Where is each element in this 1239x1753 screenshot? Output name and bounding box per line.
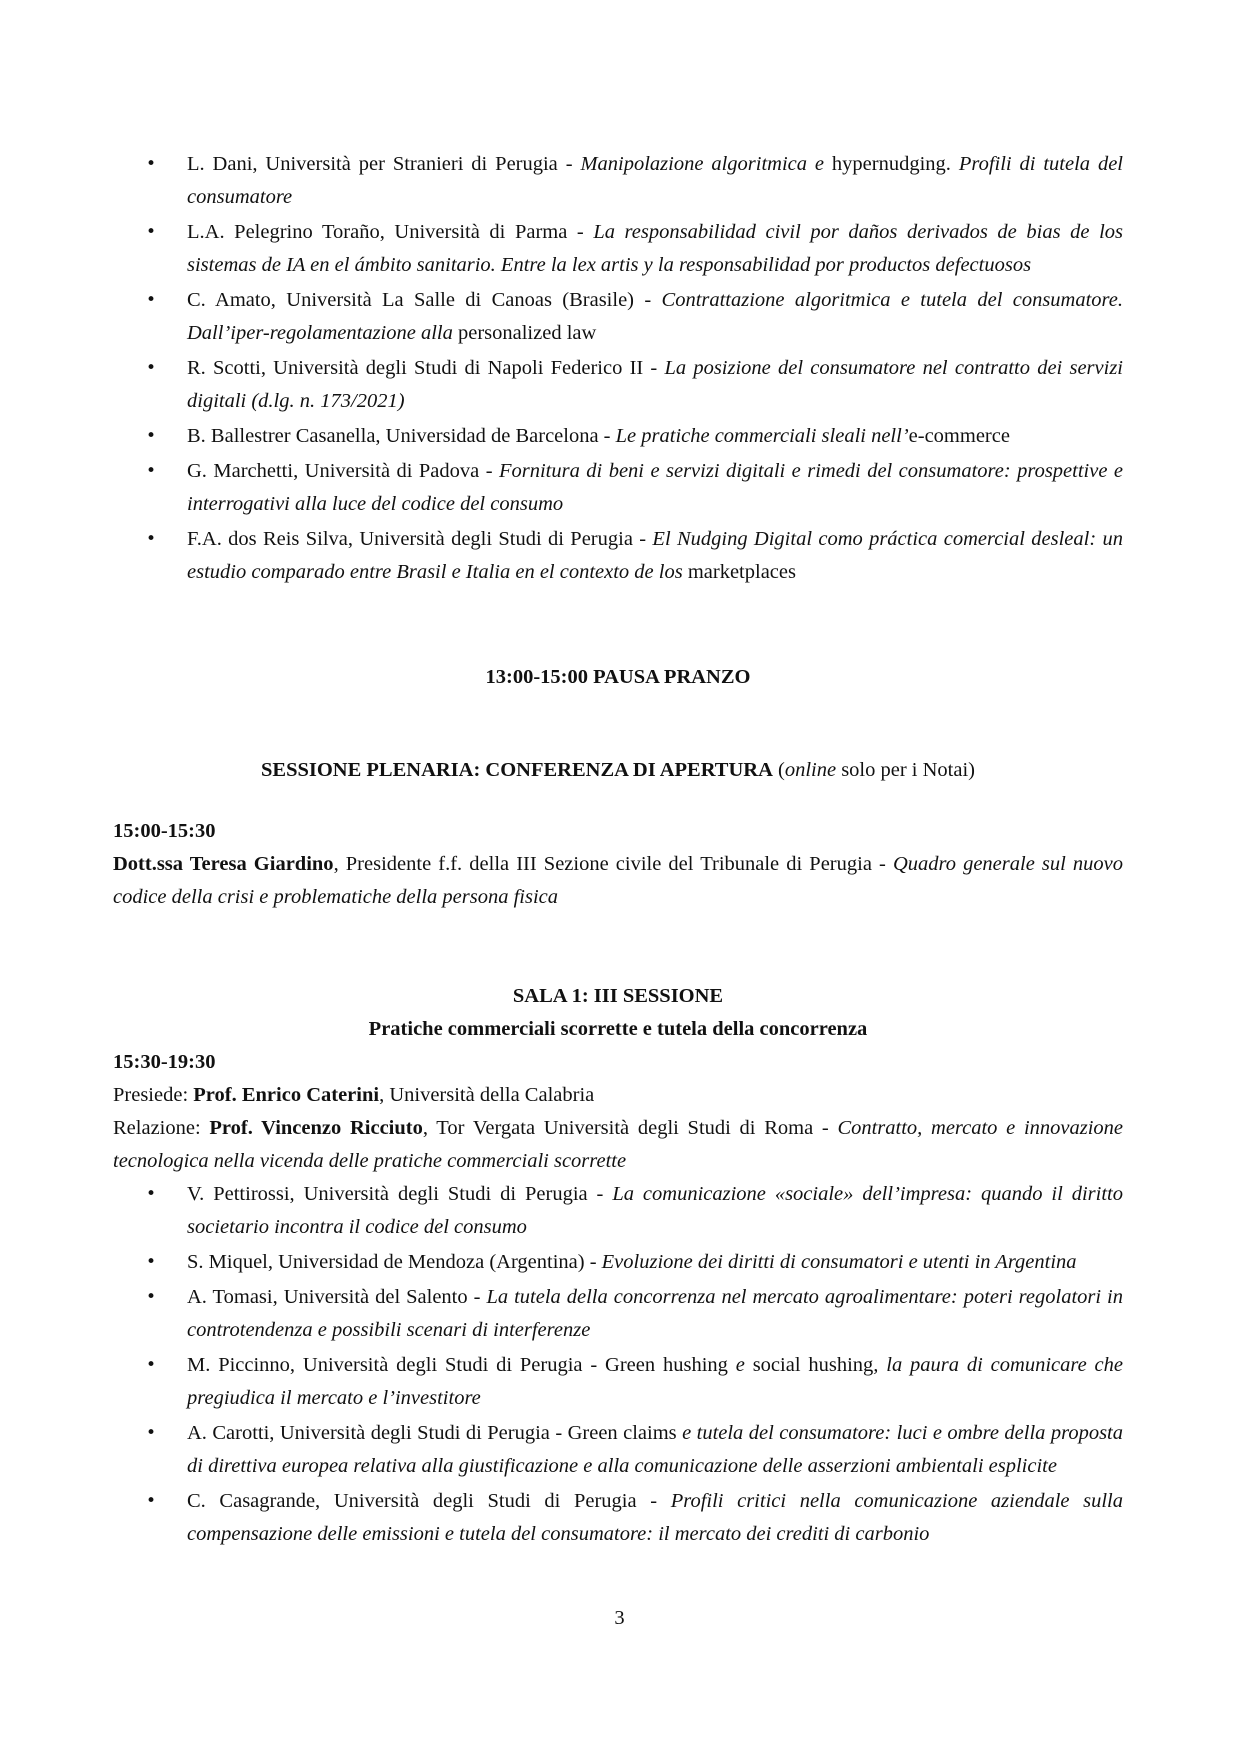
speaker-affiliation: L.A. Pelegrino Toraño, Università di Parma - [187, 221, 594, 243]
plenary-note-online: online [784, 759, 837, 781]
talk-title-part: Contrattazione algoritmica e tutela del consumatore. Dall’iper-regolamentazione alla [187, 289, 1123, 344]
talk-title-part: , la paura di comunicare che pregiudica il mercato e l’investitore [187, 1354, 1123, 1409]
speaker-affiliation: A. Carotti, Università degli Studi di Perugia - [187, 1422, 568, 1444]
list-item [113, 148, 1123, 214]
speaker-affiliation: C. Casagrande, Università degli Studi di Perugia - [187, 1490, 671, 1512]
talk-title-part: La responsabilidad civil por daños derivados de bias de los sistemas de IA en el ámbito sanitario. Entre la lex artis y la responsabilidad por productos defectuosos [187, 221, 1123, 276]
report-topic: Contratto, mercato e innovazione tecnologica nella vicenda delle pratiche commerciali scorrette [113, 1117, 1124, 1172]
opening-speaker: Dott.ssa Teresa Giardino [113, 853, 334, 875]
talk-title-part: La posizione del consumatore nel contratto dei servizi digitali (d.lg. n. 173/2021) [187, 357, 1123, 412]
speaker-affiliation: R. Scotti, Università degli Studi di Napoli Federico II - [187, 357, 665, 379]
page-content [113, 148, 1123, 1553]
plenary-note-rest: solo per i Notai) [836, 759, 975, 781]
speaker-affiliation: A. Tomasi, Università del Salento - [187, 1286, 487, 1308]
opening-role: , Presidente f.f. della III Sezione civile del Tribunale di Perugia - [333, 853, 893, 875]
list-item [113, 420, 1123, 453]
list-item [113, 284, 1123, 350]
speaker-affiliation: S. Miquel, Universidad de Mendoza (Argentina) - [187, 1251, 602, 1273]
list-item [113, 1281, 1123, 1347]
report-affiliation: , Tor Vergata Università degli Studi di Roma - [422, 1117, 838, 1139]
list-item [113, 1178, 1123, 1244]
list-item [113, 1485, 1123, 1551]
chair-label: Presiede: [113, 1084, 194, 1106]
opening-time: 15:00-15:30 [113, 820, 216, 842]
speaker-affiliation: M. Piccinno, Università degli Studi di Perugia - [187, 1354, 606, 1376]
speaker-affiliation: B. Ballestrer Casanella, Universidad de Barcelona - [187, 425, 616, 447]
talk-title-part: Evoluzione dei diritti di consumatori e utenti in Argentina [601, 1251, 1077, 1273]
sala-title: SALA 1: III SESSIONE [512, 985, 724, 1007]
talk-title-part: El Nudging Digital como práctica comercial desleal: un estudio comparado entre Brasil e Italia en el contexto de los [187, 528, 1124, 583]
report-label: Relazione: [113, 1117, 210, 1139]
page-number: 3 [614, 1607, 625, 1629]
plenary-title: SESSIONE PLENARIA: CONFERENZA DI APERTURA [261, 759, 773, 781]
list-item [113, 352, 1123, 418]
sala-time: 15:30-19:30 [113, 1051, 216, 1073]
list-item [113, 1349, 1123, 1415]
talk-title-part: Green hushing [605, 1354, 736, 1376]
sala-chair [113, 1079, 1123, 1112]
talk-title-part: Profili critici nella comunicazione aziendale sulla compensazione delle emissioni e tutela del consumatore: il mercato dei crediti di carbonio [187, 1490, 1124, 1545]
talk-title-part: e [735, 1354, 753, 1376]
report-name: Prof. Vincenzo Ricciuto [209, 1117, 423, 1139]
speaker-affiliation: G. Marchetti, Università di Padova - [187, 460, 499, 482]
list-item [113, 216, 1123, 282]
list-item [113, 1246, 1123, 1279]
talk-title-part: La tutela della concorrenza nel mercato agroalimentare: poteri regolatori in controtendenza e possibili scenari di interferenze [187, 1286, 1123, 1341]
speaker-affiliation: L. Dani, Università per Stranieri di Perugia - [187, 153, 581, 175]
talk-title-part: e-commerce [908, 425, 1010, 447]
speaker-affiliation: C. Amato, Università La Salle di Canoas (Brasile) - [187, 289, 662, 311]
plenary-note-open: ( [772, 759, 785, 781]
talk-title-part: marketplaces [687, 561, 796, 583]
talk-title-part: Manipolazione algoritmica e [580, 153, 832, 175]
list-item [113, 523, 1123, 589]
speaker-list-session-3 [113, 1178, 1123, 1551]
talk-title-part: hypernudging [831, 153, 946, 175]
list-item [113, 1417, 1123, 1483]
speaker-affiliation: V. Pettirossi, Università degli Studi di Perugia - [187, 1183, 613, 1205]
chair-affiliation: , Università della Calabria [379, 1084, 595, 1106]
talk-title-part: Fornitura di beni e servizi digitali e rimedi del consumatore: prospettive e interrogativi alla luce del codice del consumo [187, 460, 1123, 515]
lunch-break-heading: 13:00-15:00 PAUSA PRANZO [485, 666, 751, 688]
talk-title-part: e tutela del consumatore: luci e ombre della proposta di direttiva europea relativa alla giustificazione e alla comunicazione delle asserzioni ambientali esplicite [187, 1422, 1124, 1477]
chair-name: Prof. Enrico Caterini [193, 1084, 380, 1106]
talk-title-part: Le pratiche commerciali sleali nell’ [615, 425, 909, 447]
talk-title-part: personalized law [457, 322, 597, 344]
sala-subtitle: Pratiche commerciali scorrette e tutela della concorrenza [368, 1018, 868, 1040]
talk-title-part: Green claims [567, 1422, 683, 1444]
talk-title-part: La comunicazione «sociale» dell’impresa: quando il diritto societario incontra il codice del consumo [187, 1183, 1123, 1238]
plenary-heading [113, 754, 1123, 787]
opening-talk [113, 848, 1123, 914]
list-item [113, 455, 1123, 521]
speaker-affiliation: F.A. dos Reis Silva, Università degli Studi di Perugia - [187, 528, 653, 550]
speaker-list-session-2 [113, 148, 1123, 589]
talk-title-part: social hushing [752, 1354, 874, 1376]
talk-title-part: . [945, 153, 959, 175]
sala-report [113, 1112, 1123, 1178]
talk-title-part: Profili di tutela del consumatore [187, 153, 1123, 208]
opening-topic: Quadro generale sul nuovo codice della crisi e problematiche della persona fisica [113, 853, 1124, 908]
